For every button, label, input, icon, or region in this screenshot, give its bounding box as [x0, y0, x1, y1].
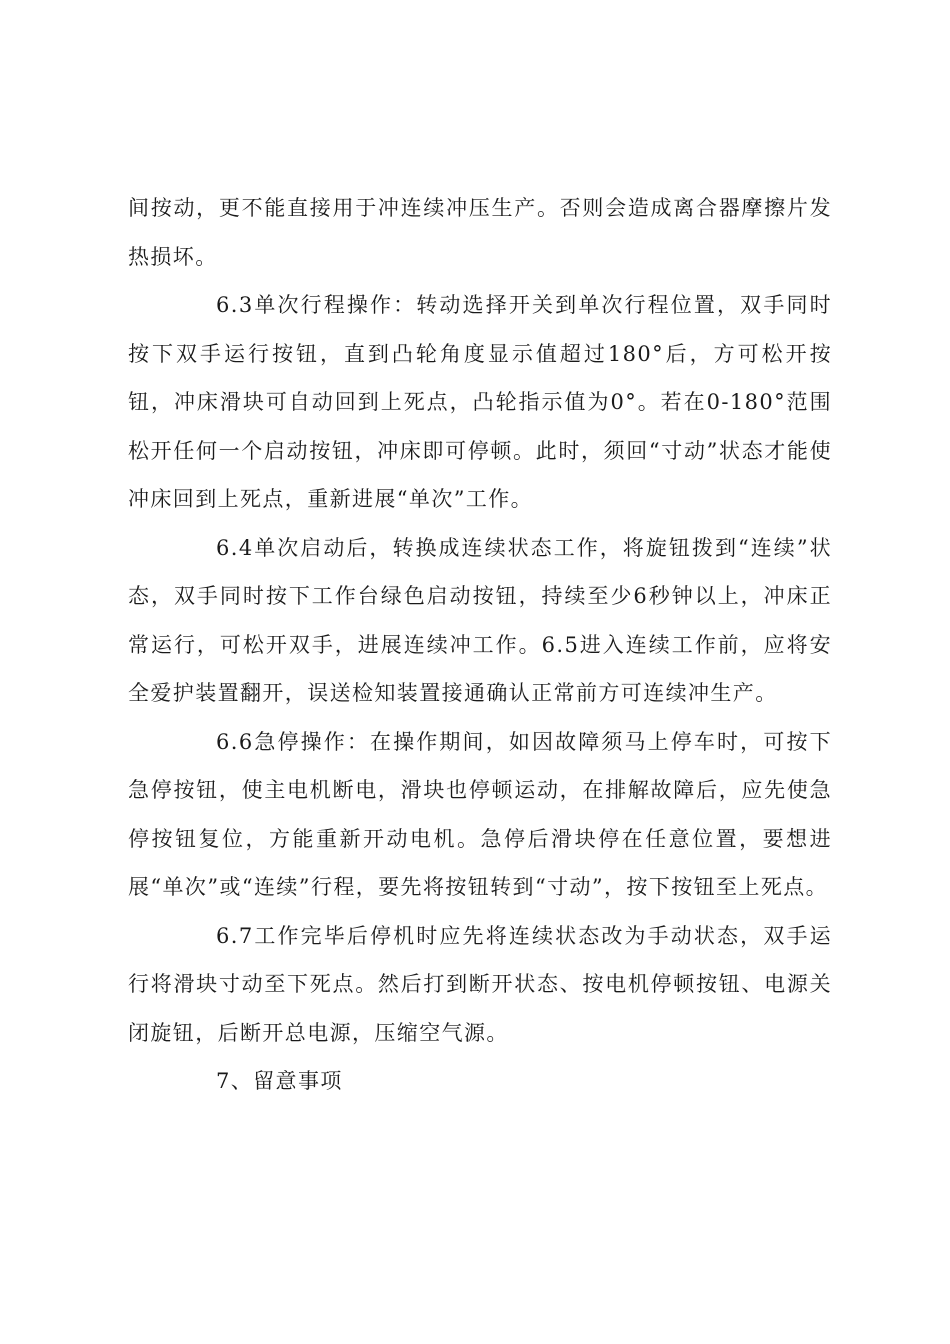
document-body	[128, 184, 832, 1106]
paragraph-6-6-emergency-stop: 6.6急停操作：在操作期间，如因故障须马上停车时，可按下急停按钮，使主电机断电，滑块也停顿运动，在排解故障后，应先使急停按钮复位，方能重新开动电机。急停后滑块停在任意位置，要想进展“单次”或“连续”行程，要先将按钮转到“寸动”，按下按钮至上死点。	[128, 729, 832, 899]
paragraph-continuation: 间按动，更不能直接用于冲连续冲压生产。否则会造成离合器摩擦片发热损坏。	[128, 196, 832, 269]
paragraph-6-7-shutdown: 6.7工作完毕后停机时应先将连续状态改为手动状态，双手运行将滑块寸动至下死点。然后打到断开状态、按电机停顿按钮、电源关闭旋钮，后断开总电源，压缩空气源。	[128, 923, 832, 1045]
paragraph-6-4-continuous-mode: 6.4单次启动后，转换成连续状态工作，将旋钮拨到“连续”状态，双手同时按下工作台绿色启动按钮，持续至少6秒钟以上，冲床正常运行，可松开双手，进展连续冲工作。6.5进入连续工作前，应将安全爱护装置翻开，误送检知装置接通确认正常前方可连续冲生产。	[128, 535, 832, 705]
section-heading-7: 7、留意事项	[216, 1069, 343, 1093]
paragraph-6-3-single-stroke: 6.3单次行程操作：转动选择开关到单次行程位置，双手同时按下双手运行按钮，直到凸轮角度显示值超过180°后，方可松开按钮，冲床滑块可自动回到上死点，凸轮指示值为0°。若在0-180°范围松开任何一个启动按钮，冲床即可停顿。此时，须回“寸动”状态才能使冲床回到上死点，重新进展“单次”工作。	[128, 293, 832, 511]
